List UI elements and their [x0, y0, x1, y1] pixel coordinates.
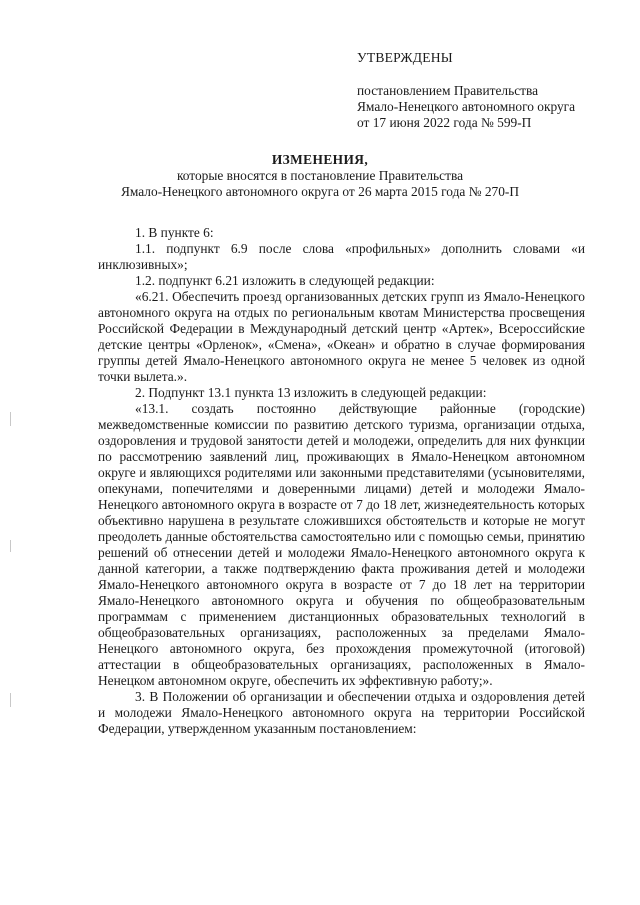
paragraph: 1.1. подпункт 6.9 после слова «профильных» дополнить словами «и инклюзивных»; — [98, 241, 585, 272]
document-heading — [0, 152, 640, 200]
paragraph: 1. В пункте 6: — [135, 225, 214, 240]
approval-line: постановлением Правительства — [357, 83, 539, 98]
approval-line: от 17 июня 2022 года № 599-П — [357, 115, 532, 130]
scan-margin-mark — [10, 412, 11, 426]
document-subtitle-line: Ямало-Ненецкого автономного округа от 26 марта 2015 года № 270-П — [120, 184, 520, 199]
paragraph: 1.2. подпункт 6.21 изложить в следующей редакции: — [135, 273, 435, 288]
document-title: ИЗМЕНЕНИЯ, — [271, 152, 369, 167]
paragraph: «6.21. Обеспечить проезд организованных детских групп из Ямало-Ненецкого автономного округа на отдых по региональным квотам Министерства просвещения Российской Федерации в Международный детский центр «Артек», Всероссийские детские центры «Орленок», «Смена», «Океан» и обратно в случае формирования группы детей Ямало-Ненецкого автономного округа не менее 5 человек из одной точки вылета.». — [98, 289, 585, 384]
document-body — [98, 225, 585, 737]
document-subtitle-line: которые вносятся в постановление Правительства — [176, 168, 464, 183]
paragraph: «13.1. создать постоянно действующие районные (городские) межведомственные комиссии по развитию детского туризма, организации отдыха, оздоровления и трудовой занятости детей и молодежи, определить для них функции по рассмотрению заявлений лиц, проживающих в Ямало-Ненецком автономном округе и являющихся родителями или законными представителями (усыновителями, опекунами, попечителями и доверенными лицами) детей и молодежи Ямало-Ненецкого автономного округа в возрасте от 7 до 18 лет, жизнедеятельность которых объективно нарушена в результате сложившихся обстоятельств и которые не могут преодолеть данные обстоятельства самостоятельно или с помощью семьи, принятию решений об отнесении детей и молодежи Ямало-Ненецкого автономного округа к данной категории, а также подтверждению факта проживания детей и молодежи Ямало-Ненецкого автономного округа в возрасте от 7 до 18 лет на территории Ямало-Ненецкого автономного округа и обучения по общеобразовательным программам с применением дистанционных образовательных технологий в общеобразовательных организациях, расположенных за пределами Ямало-Ненецкого автономного округа, без прохождения промежуточной (итоговой) аттестации в общеобразовательных организациях, расположенных в Ямало-Ненецком автономном округе, обеспечить их эффективную работу;». — [98, 401, 585, 688]
approval-block — [357, 50, 617, 131]
approval-title: УТВЕРЖДЕНЫ — [357, 50, 453, 65]
paragraph: 2. Подпункт 13.1 пункта 13 изложить в следующей редакции: — [135, 385, 487, 400]
paragraph: 3. В Положении об организации и обеспечении отдыха и оздоровления детей и молодежи Ямало-Ненецкого автономного округа на территории Российской Федерации, утвержденном указанным постановлением: — [98, 689, 585, 736]
approval-line: Ямало-Ненецкого автономного округа — [357, 99, 576, 114]
scan-margin-mark — [10, 693, 11, 707]
scan-margin-mark — [10, 540, 11, 552]
